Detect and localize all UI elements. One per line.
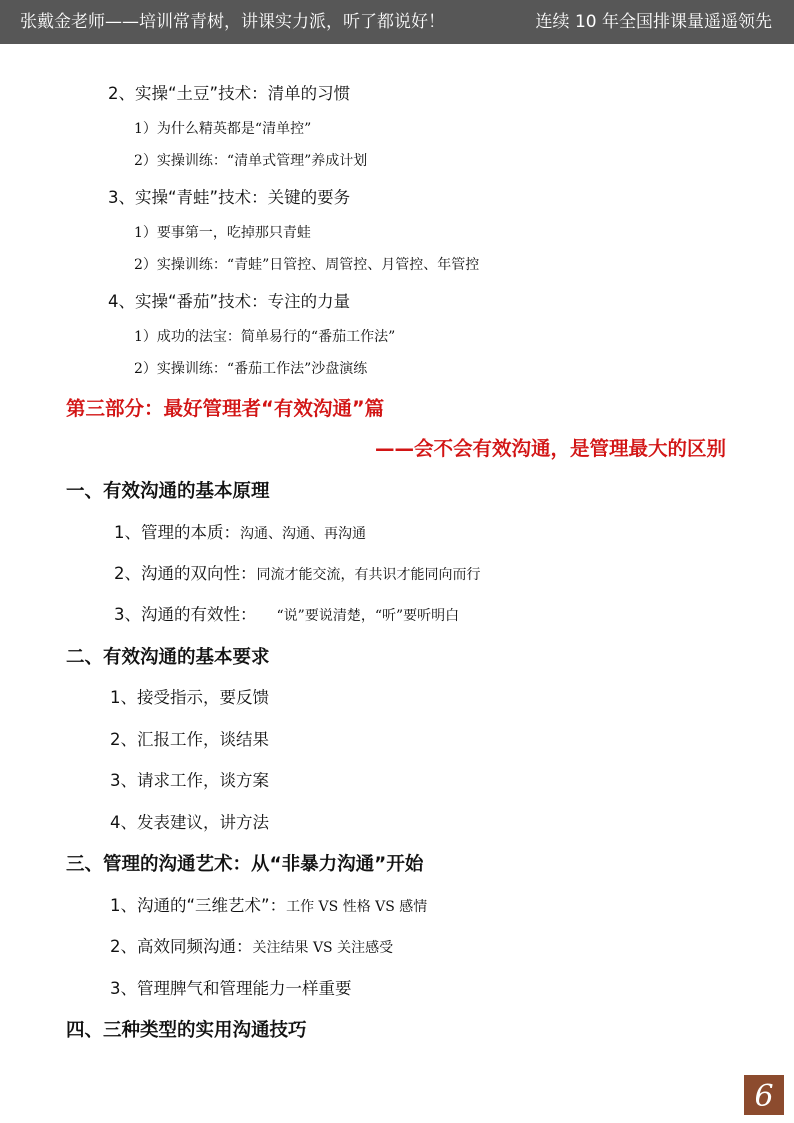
section-heading: 四、三种类型的实用沟通技巧 — [66, 1020, 307, 1041]
point-label: 1、沟通的“三维艺术”： — [110, 896, 287, 915]
section-title: 2、实操“土豆”技术：清单的习惯 — [108, 84, 351, 103]
section-title: 4、实操“番茄”技术：专注的力量 — [108, 292, 351, 311]
list-item — [114, 601, 459, 625]
point-label: 1、管理的本质： — [114, 523, 240, 542]
section-heading: 三、管理的沟通艺术：从“非暴力沟通”开始 — [66, 854, 424, 875]
list-item: 1）为什么精英都是“清单控” — [134, 121, 312, 137]
section-heading: 二、有效沟通的基本要求 — [66, 647, 270, 668]
page-number: 6 — [744, 1075, 784, 1115]
list-item — [114, 519, 366, 543]
page-header — [0, 0, 794, 44]
list-item: 2）实操训练：“番茄工作法”沙盘演练 — [134, 361, 368, 377]
list-item: 2、汇报工作，谈结果 — [110, 730, 269, 749]
list-item: 1、接受指示，要反馈 — [110, 688, 269, 707]
point-label: 2、高效同频沟通： — [110, 937, 253, 956]
list-item: 4、发表建议，讲方法 — [110, 813, 269, 832]
point-detail: 同流才能交流，有共识才能同向而行 — [256, 567, 481, 583]
part-subtitle: ——会不会有效沟通，是管理最大的区别 — [374, 437, 726, 460]
list-item: 1）成功的法宝：简单易行的“番茄工作法” — [134, 329, 396, 345]
header-ranking: 连续 10 年全国排课量遥遥领先 — [535, 12, 772, 32]
list-item — [110, 933, 393, 957]
part-title: 第三部分：最好管理者“有效沟通”篇 — [66, 397, 385, 420]
point-detail: 沟通、沟通、再沟通 — [240, 526, 366, 542]
header-tagline: 张戴金老师——培训常青树，讲课实力派，听了都说好！ — [20, 12, 445, 32]
point-detail: 工作 VS 性格 VS 感情 — [286, 899, 428, 915]
section-heading: 一、有效沟通的基本原理 — [66, 481, 270, 502]
list-item — [114, 560, 481, 584]
list-item — [110, 892, 427, 916]
point-label: 2、沟通的双向性： — [114, 564, 257, 583]
list-item: 3、请求工作，谈方案 — [110, 771, 269, 790]
list-item: 3、管理脾气和管理能力一样重要 — [110, 979, 352, 998]
list-item: 2）实操训练：“青蛙”日管控、周管控、月管控、年管控 — [134, 257, 480, 273]
section-title: 3、实操“青蛙”技术：关键的要务 — [108, 188, 351, 207]
list-item: 1）要事第一，吃掉那只青蛙 — [134, 225, 311, 241]
point-detail: 关注结果 VS 关注感受 — [252, 940, 394, 956]
point-detail: “说”要说清楚，“听”要听明白 — [276, 608, 460, 624]
list-item: 2）实操训练：“清单式管理”养成计划 — [134, 153, 368, 169]
point-label: 3、沟通的有效性： — [114, 605, 257, 624]
